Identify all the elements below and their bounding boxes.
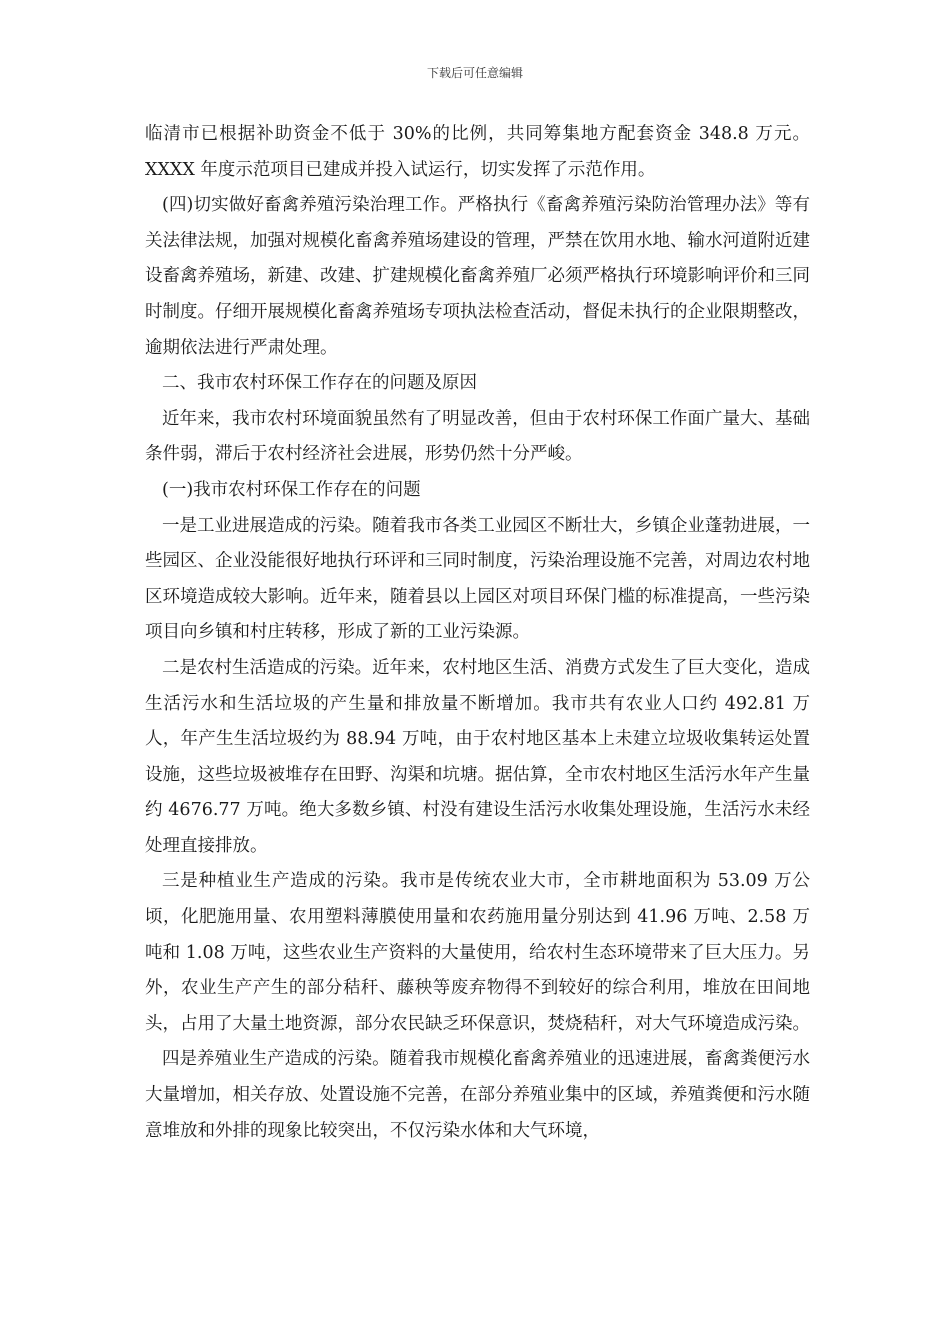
paragraph-7: 四是养殖业生产造成的污染。随着我市规模化畜禽养殖业的迅速进展，畜禽粪便污水大量增加，相关存放、处置设施不完善，在部分养殖业集中的区域，养殖粪便和污水随意堆放和外排的现象比较突出，不仅污染水体和大气环境，: [145, 1049, 810, 1141]
paragraph-4: 一是工业进展造成的污染。随着我市各类工业园区不断壮大，乡镇企业蓬勃进展，一些园区、企业没能很好地执行环评和三同时制度，污染治理设施不完善，对周边农村地区环境造成较大影响。近年来，随着县以上园区对项目环保门槛的标准提高，一些污染项目向乡镇和村庄转移，形成了新的工业污染源。: [145, 515, 810, 643]
paragraph-5: 二是农村生活造成的污染。近年来，农村地区生活、消费方式发生了巨大变化，造成生活污水和生活垃圾的产生量和排放量不断增加。我市共有农业人口约 492.81 万人，年产生生活垃圾约为 88.94 万吨，由于农村地区基本上未建立垃圾收集转运处置设施，这些垃圾被堆存在田野、沟渠和坑塘。据估算，全市农村地区生活污水年产生量约 4676.77 万吨。绝大多数乡镇、村没有建设生活污水收集处理设施，生活污水未经处理直接排放。: [145, 657, 810, 856]
paragraph-6: 三是种植业生产造成的污染。我市是传统农业大市，全市耕地面积为 53.09 万公顷，化肥施用量、农用塑料薄膜使用量和农药施用量分别达到 41.96 万吨、2.58 万吨和 1.08 万吨，这些农业生产资料的大量使用，给农村生态环境带来了巨大压力。另外，农业生产产生的部分秸秆、藤秧等废弃物得不到较好的综合利用，堆放在田间地头，占用了大量土地资源，部分农民缺乏环保意识，焚烧秸秆，对大气环境造成污染。: [145, 871, 810, 1034]
document-body: [145, 117, 810, 1149]
section-heading-2: 二、我市农村环保工作存在的问题及原因: [162, 373, 477, 394]
paragraph-2: (四)切实做好畜禽养殖污染治理工作。严格执行《畜禽养殖污染防治管理办法》等有关法律法规，加强对规模化畜禽养殖场建设的管理，严禁在饮用水地、输水河道附近建设畜禽养殖场，新建、改建、扩建规模化畜禽养殖厂必须严格执行环境影响评价和三同时制度。仔细开展规模化畜禽养殖场专项执法检查活动，督促未执行的企业限期整改，逾期依法进行严肃处理。: [145, 195, 810, 358]
paragraph-3: 近年来，我市农村环境面貌虽然有了明显改善，但由于农村环保工作面广量大、基础条件弱，滞后于农村经济社会进展，形势仍然十分严峻。: [145, 408, 810, 465]
page-header: 下载后可任意编辑: [426, 66, 523, 80]
subsection-heading-1: (一)我市农村环保工作存在的问题: [162, 479, 421, 500]
paragraph-1: 临清市已根据补助资金不低于 30%的比例，共同筹集地方配套资金 348.8 万元。XXXX 年度示范项目已建成并投入试运行，切实发挥了示范作用。: [145, 124, 810, 180]
